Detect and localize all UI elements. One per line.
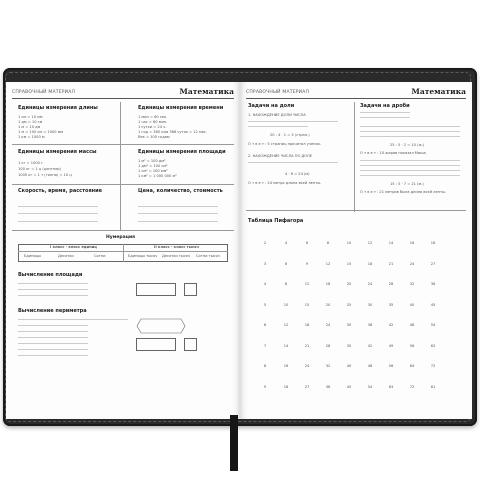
text-placeholder: [360, 131, 460, 132]
pythagoras-cell: 36: [325, 384, 331, 389]
left-page-header: [12, 87, 234, 99]
pythagoras-cell: 54: [430, 323, 436, 327]
pythagoras-cell: 28: [388, 282, 394, 286]
pythagoras-cell: 18: [304, 323, 310, 327]
pythagoras-cell: 6: [263, 323, 267, 327]
left-page: [6, 82, 240, 419]
text-placeholder: [360, 170, 460, 171]
pythagoras-cell: 20: [325, 302, 331, 307]
area-line: 1 дм² = 100 см²: [138, 164, 168, 168]
pythagoras-cell: 24: [367, 282, 373, 286]
rank-label: Единицы: [24, 254, 42, 258]
text-placeholder: [248, 121, 338, 122]
pythagoras-cell: 10: [346, 241, 352, 245]
pythagoras-cell: 24: [325, 323, 331, 327]
time-units-title: Единицы измерения времени: [138, 105, 224, 111]
text-placeholder: [360, 117, 410, 118]
formula-placeholder: [138, 213, 218, 214]
text-placeholder: [360, 175, 460, 176]
pythagoras-cell: 7: [263, 343, 267, 348]
area-line: 1 км² = 1 000 000 м²: [138, 174, 177, 178]
share-item: 1. НАХОЖДЕНИЕ ДОЛИ ЧИСЛА: [248, 113, 306, 117]
pythagoras-cell: 72: [430, 364, 436, 368]
length-line: 1 м = 10 дм: [18, 125, 41, 129]
pythagoras-cell: 56: [388, 364, 394, 368]
text-placeholder: [360, 136, 460, 137]
area-line: 1 м² = 100 дм²: [138, 159, 166, 163]
pythagoras-cell: 5: [263, 302, 267, 307]
rank-label: Десятки тысяч: [162, 254, 191, 258]
pythagoras-cell: 9: [305, 261, 309, 266]
pythagoras-cell: 35: [388, 302, 394, 307]
pythagoras-cell: 3: [263, 261, 267, 266]
area-calc-title: Вычисление площади: [18, 272, 83, 278]
pythagoras-cell: 32: [409, 282, 415, 286]
rectangle-diagram: [136, 283, 176, 296]
text-placeholder: [18, 319, 128, 320]
pythagoras-cell: 48: [409, 323, 415, 327]
rank-label: Десятки: [58, 254, 74, 258]
pythagoras-cell: 14: [283, 343, 289, 348]
pythagoras-cell: 10: [283, 302, 289, 307]
time-line: 1 час = 60 мин.: [138, 120, 168, 124]
price-quantity-cost-title: Цена, количество, стоимость: [138, 188, 223, 194]
time-line: 1 сутки = 24 ч.: [138, 125, 167, 129]
fraction-problems-title: Задачи на дроби: [360, 103, 410, 109]
equation: 20 : 4 · 1 = 5 (стран.): [270, 133, 310, 137]
text-placeholder: [360, 112, 410, 113]
pythagoras-cell: 81: [430, 384, 436, 389]
pythagoras-cell: 2: [263, 241, 267, 245]
column-divider: [120, 102, 121, 230]
speed-time-distance-title: Скорость, время, расстояние: [18, 188, 103, 194]
length-line: 1 дм = 10 см: [18, 120, 43, 124]
pythagoras-cell: 12: [304, 282, 310, 286]
pythagoras-cell: 42: [367, 343, 373, 348]
pythagoras-cell: 27: [304, 384, 310, 389]
numeration-class: I класс - класс единиц: [50, 245, 97, 249]
table-divider: [123, 244, 124, 262]
mass-line: 1000 кг = 1 т (тонна) = 10 ц: [18, 173, 72, 177]
formula-placeholder: [18, 221, 98, 222]
text-placeholder: [18, 289, 88, 290]
pythagoras-cell: 20: [346, 282, 352, 286]
pythagoras-cell: 16: [325, 282, 331, 286]
pythagoras-cell: 12: [325, 261, 331, 266]
answer: О т в е т : 5 страниц прочитал ученик.: [248, 142, 322, 146]
pythagoras-cell: 45: [430, 302, 436, 307]
text-placeholder: [360, 165, 460, 166]
pythagoras-cell: 30: [367, 302, 373, 307]
pythagoras-cell: 28: [325, 343, 331, 348]
text-placeholder: [18, 331, 88, 332]
equation: 15 : 5 · 7 = 21 (м.): [390, 182, 424, 186]
pythagoras-cell: 27: [430, 261, 436, 266]
pythagoras-cell: 35: [346, 343, 352, 348]
answer: О т в е т : 10 жаров показал Миша: [360, 151, 426, 155]
pythagoras-cell: 32: [325, 364, 331, 368]
time-line: 1 год = 365 или 366 суток = 12 мес.: [138, 130, 208, 134]
text-placeholder: [248, 126, 308, 127]
text-placeholder: [18, 325, 88, 326]
answer: О т в е т : 24 метра длина всей ленты.: [248, 181, 322, 185]
time-line: Век = 100 годам: [138, 135, 170, 139]
text-placeholder: [18, 337, 88, 338]
text-placeholder: [18, 343, 88, 344]
row-divider: [246, 210, 466, 211]
rank-label: Сотни тысяч: [196, 254, 220, 258]
rectangle-diagram: [136, 338, 176, 351]
formula-placeholder: [18, 206, 98, 207]
answer: О т в е т : 21 метров была длина всей ленты.: [360, 190, 447, 194]
pythagoras-cell: 16: [409, 241, 415, 245]
pythagoras-cell: 18: [367, 261, 373, 266]
text-placeholder: [248, 162, 338, 163]
area-line: 1 см² = 100 мм²: [138, 169, 168, 173]
pythagoras-cell: 12: [367, 241, 373, 245]
pythagoras-cell: 8: [284, 282, 288, 286]
page-title: Математика: [179, 87, 234, 96]
row-divider: [12, 184, 234, 185]
section-label: СПРАВОЧНЫЙ МАТЕРИАЛ: [246, 90, 310, 95]
pythagoras-cell: 40: [346, 364, 352, 368]
right-page: [240, 82, 472, 419]
share-item: 2. НАХОЖДЕНИЕ ЧИСЛА ПО ДОЛЕ: [248, 154, 313, 158]
equation: 4 · 6 = 24 (м): [285, 172, 310, 176]
text-placeholder: [18, 355, 88, 356]
perimeter-calc-title: Вычисление периметра: [18, 308, 87, 314]
area-units-title: Единицы измерения площади: [138, 149, 226, 155]
length-line: 1 м = 100 см = 1000 мм: [18, 130, 64, 134]
page-title: Математика: [411, 87, 466, 96]
numeration-title: Нумерация: [106, 235, 136, 240]
pythagoras-cell: 15: [346, 261, 352, 266]
row-divider: [12, 144, 234, 145]
pythagoras-cell: 48: [367, 364, 373, 368]
text-placeholder: [18, 283, 88, 284]
pythagoras-cell: 9: [263, 384, 267, 389]
pythagoras-cell: 49: [388, 343, 394, 348]
equation: 25 : 5 · 2 = 10 (ж.): [390, 143, 425, 147]
pythagoras-cell: 4: [284, 241, 288, 245]
mass-line: 1 кг = 1000 г: [18, 161, 43, 165]
bookmark-ribbon: [230, 415, 238, 471]
column-divider: [354, 102, 355, 212]
pythagoras-cell: 45: [346, 384, 352, 389]
square-diagram: [184, 283, 197, 296]
pythagoras-cell: 42: [388, 323, 394, 327]
length-line: 1 см = 10 мм: [18, 115, 43, 119]
rank-label: Единицы тысяч: [128, 254, 158, 258]
pythagoras-cell: 4: [263, 282, 267, 286]
length-line: 1 км = 1000 м: [18, 135, 45, 139]
pythagoras-cell: 63: [388, 384, 394, 389]
pythagoras-cell: 21: [388, 261, 394, 266]
numeration-class: II класс - класс тысяч: [154, 245, 199, 249]
section-label: СПРАВОЧНЫЙ МАТЕРИАЛ: [12, 90, 76, 95]
pythagoras-cell: 64: [409, 364, 415, 368]
pythagoras-cell: 72: [409, 384, 415, 389]
pythagoras-cell: 16: [283, 364, 289, 368]
time-line: 1 мин = 60 сек.: [138, 115, 168, 119]
pythagoras-cell: 56: [409, 343, 415, 348]
text-placeholder: [360, 160, 460, 161]
right-page-header: [246, 87, 466, 99]
pythagoras-cell: 63: [430, 343, 436, 348]
pythagoras-cell: 24: [409, 261, 415, 266]
pythagoras-cell: 40: [409, 302, 415, 307]
pythagoras-cell: 6: [305, 241, 309, 245]
pythagoras-cell: 54: [367, 384, 373, 389]
pythagoras-cell: 6: [284, 261, 288, 266]
hexagon-diagram: [136, 318, 186, 334]
text-placeholder: [18, 295, 88, 296]
pythagoras-table-title: Таблица Пифагора: [248, 218, 304, 224]
formula-placeholder: [138, 221, 218, 222]
mass-line: 100 кг = 1 ц (центнер): [18, 167, 62, 171]
pythagoras-cell: 15: [304, 302, 310, 307]
pythagoras-cell: 14: [388, 241, 394, 245]
share-problems-title: Задачи на доли: [248, 103, 295, 109]
pythagoras-cell: 18: [283, 384, 289, 389]
pythagoras-cell: 21: [304, 343, 310, 348]
length-units-title: Единицы измерения длины: [18, 105, 98, 111]
pythagoras-cell: 12: [283, 323, 289, 327]
row-divider: [12, 230, 234, 231]
pythagoras-cell: 36: [367, 323, 373, 327]
formula-placeholder: [18, 213, 98, 214]
square-diagram: [184, 338, 197, 351]
pythagoras-cell: 25: [346, 302, 352, 307]
formula-placeholder: [138, 206, 218, 207]
pythagoras-cell: 36: [430, 282, 436, 286]
text-placeholder: [18, 349, 88, 350]
pythagoras-cell: 18: [430, 241, 436, 245]
pythagoras-cell: 30: [346, 323, 352, 327]
text-placeholder: [360, 126, 460, 127]
rank-label: Сотни: [94, 254, 106, 258]
pythagoras-cell: 24: [304, 364, 310, 368]
pythagoras-cell: 8: [326, 241, 330, 245]
mass-units-title: Единицы измерения массы: [18, 149, 97, 155]
pythagoras-cell: 8: [263, 364, 267, 368]
